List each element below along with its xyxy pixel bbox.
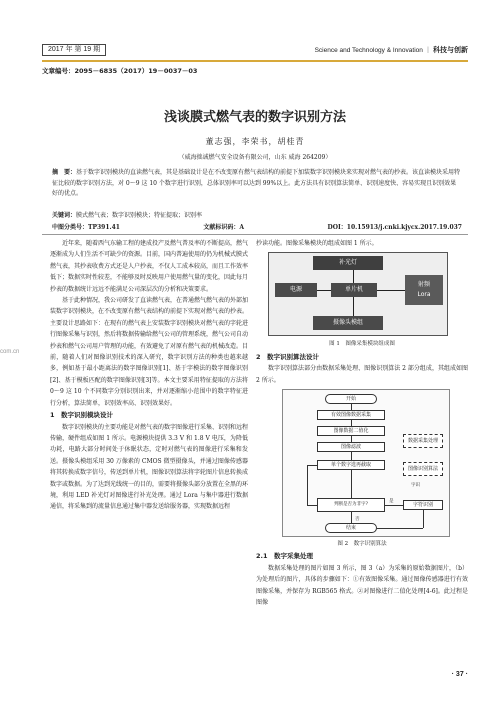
flow-loop-line	[423, 510, 424, 528]
flow-arrow	[385, 505, 403, 506]
flow-yes-label: 是	[389, 499, 394, 505]
camera-block: 摄像头模组	[313, 316, 383, 330]
section-heading: 1 数字识别模块设计	[50, 411, 114, 420]
abstract-label: 摘 要：	[52, 169, 77, 176]
section-heading: 2.1 数字采集处理	[256, 552, 314, 561]
flow-arrow	[351, 470, 352, 498]
figure-1-block-diagram	[268, 252, 448, 336]
flow-step: 有效图像数据采集	[317, 410, 385, 420]
journal-header	[42, 44, 468, 58]
paragraph: 数据采集处理的图片如图 3 所示，图 3（a）为采集的原始数据图片，（b）为处理后的图片，具体的步骤如下：①有效图像采集。通过图像传感器进行有效图像采集，并保存为 RGB565 格式。②对图像进行二值化处理[4-6]。此过程是图像	[256, 564, 468, 607]
flow-arrow	[351, 512, 352, 523]
doc-code: 文献标识码：A	[203, 224, 245, 231]
figure-caption: 图 2 数字识别算法	[337, 541, 387, 548]
flow-step: 图像滤波	[317, 442, 385, 452]
flow-arrow	[351, 404, 352, 410]
header-rule	[42, 60, 468, 62]
flow-loop-line	[377, 528, 423, 529]
flow-loop-line	[307, 505, 317, 506]
rf-label: 射频	[417, 281, 430, 289]
page-number: · 37 ·	[451, 671, 468, 678]
journal-name-en: Science and Technology & Innovation	[314, 47, 423, 54]
watermark-text: com.cn	[0, 349, 20, 355]
journal-name: Science and Technology & Innovation ｜ 科技与创新	[314, 47, 468, 54]
keywords	[52, 210, 462, 219]
paragraph: 数字识别模块的主要功能是对燃气表的数字图像进行采集、识别和远程传输，硬件组成如图 1 所示。电源模块提供 3.3 V 和 1.8 V 电压，为降低功耗，电路大部分时间处于休眠状态，定时对燃气表的图像进行采集和发送。摄像头模组采用 30 万像素的 CMOS 微型摄像头，并通过图像传感器将其转换成数字信号，传送到单片机，图像识别算法将字轮图片信息转换成数字或数据。为了达到光线统一的目的，需要将摄像头部分放置在全黑的环境，利用 LED 补光灯对图像进行补光处理。通过 Lora 与集中器进行数据通信，将采集到的流量信息通过集中器发送给服务器，实现数据远程	[50, 423, 249, 511]
journal-name-cn: 科技与创新	[433, 47, 468, 54]
rf-block	[405, 275, 443, 305]
flow-decision: 判断是否为非字?	[317, 498, 385, 512]
flow-side-label: 数据采集处理	[403, 434, 443, 448]
abstract	[52, 168, 462, 200]
flow-loop-line	[307, 465, 317, 466]
flow-start: 开始	[325, 394, 377, 404]
doi: DOI：10.15913/j.cnki.kjycx.2017.19.037	[327, 224, 462, 231]
section-heading: 2 数字识别算法设计	[256, 352, 320, 361]
connector-line	[317, 290, 331, 291]
figure-caption: 图 1 图像采集模块组成图	[329, 341, 395, 348]
flow-end: 结束	[325, 523, 377, 533]
paragraph: 基于此种情况，我公司研发了直读燃气表，在普通燃气燃气表的外部加装数字识别模块，在不改变原有燃气表结构的前提下实现对燃气表的抄表。主要设计思路如下：在现有的燃气表上安装数字识别模块对燃气表的字轮进行图像采集与识别，然后将数据传输给燃气公司的管理系统，燃气公司自动抄表和燃气公司用户管理的功能，有效避免了对原有燃气表的机械改造。目前，随着人们对图像识别技术的深入研究，数字识别方法的种类也越来越多，例如基于最小距离法的数字图像识别[1]、基于字模法的数字图像识别[2]、基于模板匹配的数字图像识别[3]等。本文主要采用特征提取的方法将 0～9 这 10 个不同数字分别识别出来，并对逐渐缩小范围中的数字特征进行分析，算法简单，识别效率高、识别效果好。	[50, 297, 249, 407]
paragraph: 近年来，随着西气东输工程的建成投产及燃气普及率的不断提高，燃气逐渐成为人们生活不可缺少的资源。目前，国内普遍使用的仍为机械式膜式燃气表，其抄表收费方式还是人户抄表，不仅人工成本较高，而且工作效率低下；数据实时性较差，不能够及时反映用户使用燃气量的变化，因此每月抄表的数据统计远远不能满足公司深层次的分析和决策要求。	[50, 240, 249, 293]
flow-no-label: 否	[355, 517, 360, 523]
classification-line	[52, 222, 462, 231]
article-number: 文章编号：2095－6835（2017）19－0037－03	[42, 67, 198, 75]
keywords-label: 关键词：	[52, 212, 77, 219]
affiliation: （威海拙诚燃气安全设备有限公司，山东 威海 264209）	[178, 154, 332, 161]
flow-arrow	[351, 436, 352, 442]
connector-line	[353, 270, 354, 283]
connector-line	[377, 290, 405, 291]
flow-side-label: 图像识别算法	[403, 462, 443, 476]
lora-label: Lora	[417, 291, 431, 299]
figure-2-flowchart	[282, 389, 450, 537]
flow-side-note: 字识	[411, 483, 420, 489]
flow-arrow	[351, 452, 352, 460]
flow-arrow	[351, 420, 352, 426]
left-column	[50, 238, 248, 513]
fill-light-block: 补光灯	[313, 256, 383, 270]
paragraph: 数字识别算法部分由数据采集处理、图像识别算法 2 部分组成，其组成如图 2 所示。	[256, 365, 468, 384]
flow-step: 图像数据二值化	[317, 426, 385, 436]
flow-step: 单个数字选再截取	[317, 460, 385, 470]
flow-loop-line	[307, 465, 308, 505]
authors: 董志强，李荣书，胡桂青	[205, 137, 305, 146]
paragraph: 抄读功能。图像采集模块的组成如图 1 所示。	[256, 240, 378, 247]
abstract-text: 基于数字识别模块的直读燃气表，其是基础设计是在不改变原有燃气表结构的前提下加装数字识别模块来实现对燃气表的抄表。该直读模块采用特征比较的数字识别方法，对 0～9 这 10 个数字进行识别，总体识别率可以达到 99%以上。此方法具有识别算法简单、识别速度快、容易实现且识别效果好的优点。	[52, 169, 461, 197]
issue-badge: 2017 年 第 19 期	[42, 44, 106, 56]
mcu-block: 单片机	[331, 283, 377, 297]
paper-title: 浅谈膜式燃气表的数字识别方法	[163, 110, 346, 125]
power-block: 电源	[275, 283, 317, 297]
clc-number: 中图分类号：TP391.41	[52, 224, 120, 231]
connector-line	[353, 297, 354, 316]
abstract-rule	[42, 234, 468, 235]
right-column	[256, 238, 468, 608]
keywords-text: 膜式燃气表；数字识别模块；特征提取；识别率	[76, 212, 203, 219]
flow-step: 字符识别	[403, 500, 443, 510]
